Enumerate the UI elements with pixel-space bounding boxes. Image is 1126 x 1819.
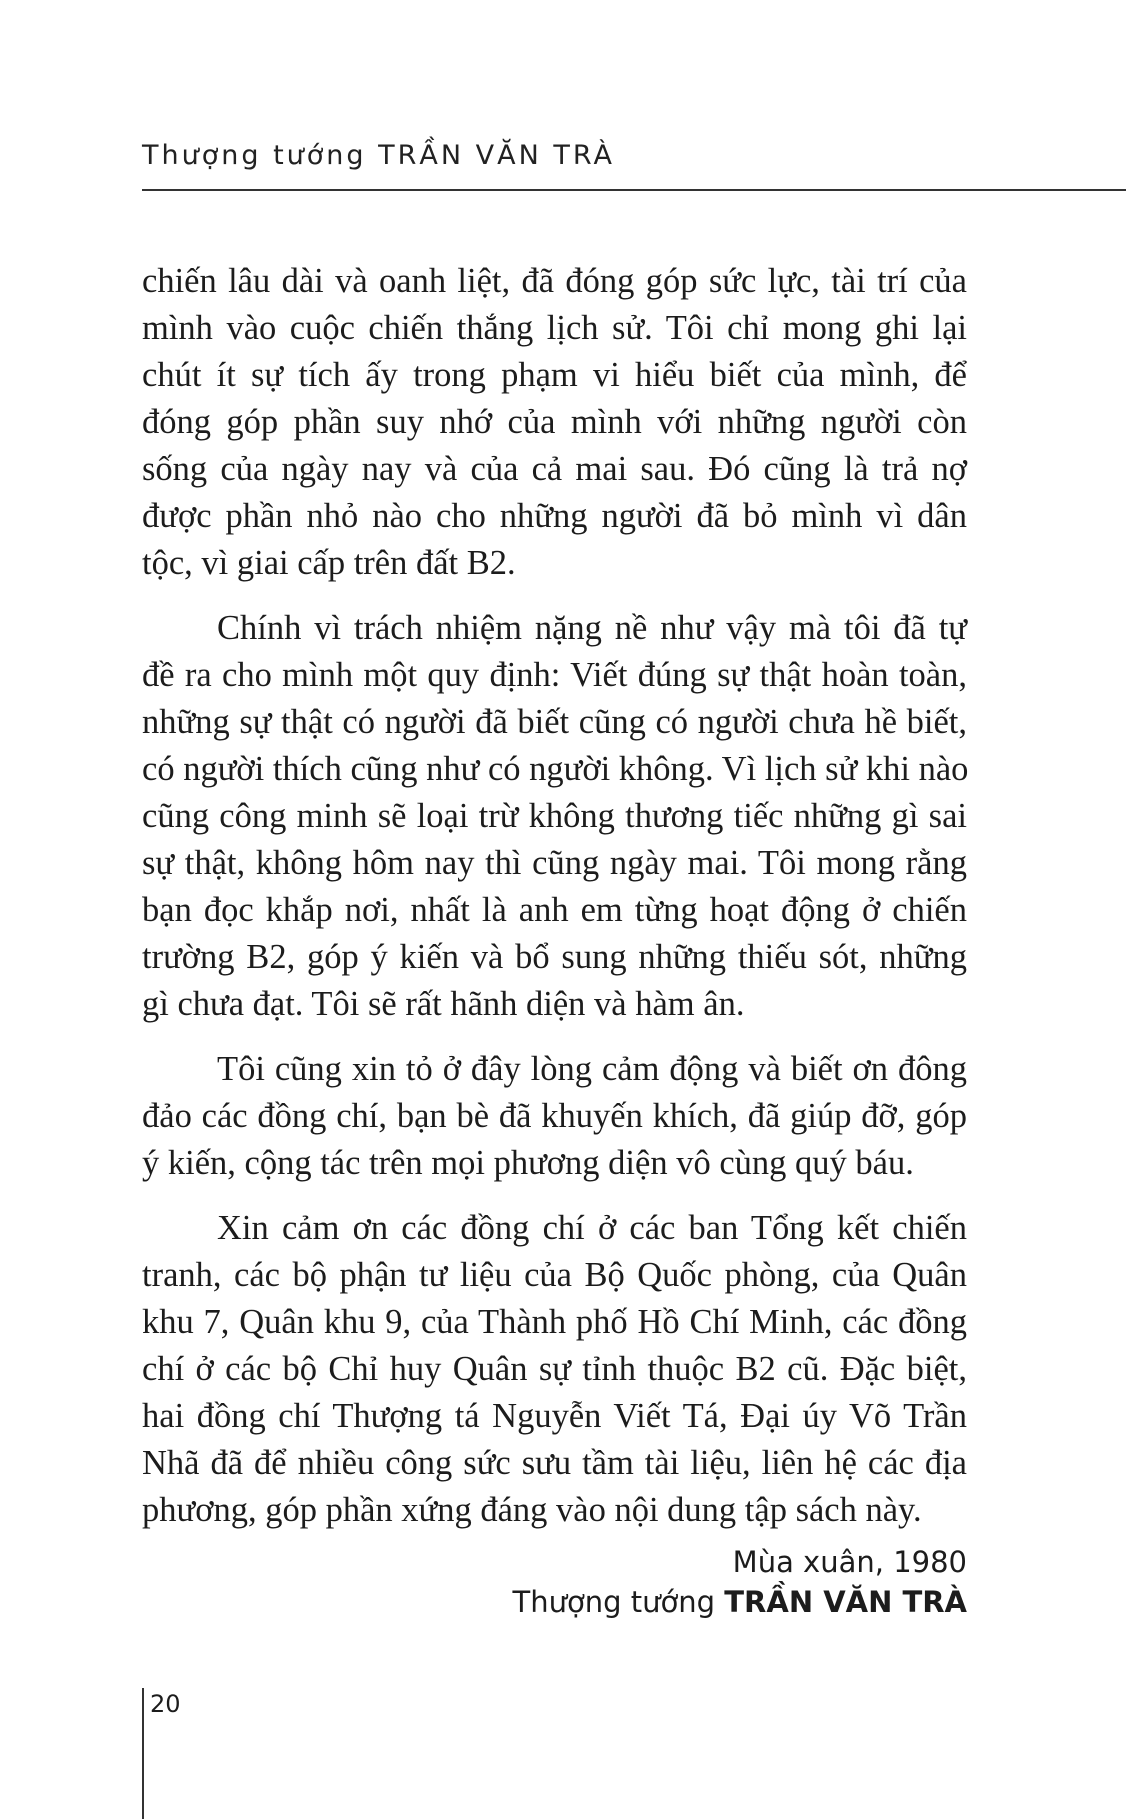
text-line: khu 7, Quân khu 9, của Thành phố Hồ Chí Minh, các đồng — [142, 1303, 967, 1341]
text-line: hai đồng chí Thượng tá Nguyễn Viết Tá, Đại úy Võ Trần — [142, 1397, 967, 1435]
footer-rule — [142, 1688, 144, 1819]
paragraph-gap — [142, 587, 967, 605]
running-header — [142, 140, 615, 171]
text-line: tộc, vì giai cấp trên đất B2. — [142, 544, 516, 582]
text-line: Nhã đã để nhiều công sức sưu tầm tài liệu, liên hệ các địa — [142, 1444, 967, 1482]
header-prefix: Thượng tướng — [142, 140, 367, 171]
text-line: những sự thật có người đã biết cũng có người chưa hề biết, — [142, 703, 967, 741]
page-number: 20 — [150, 1690, 181, 1718]
signature-date: Mùa xuân, 1980 — [732, 1545, 967, 1579]
paragraph-gap — [142, 1187, 967, 1205]
text-line: chút ít sự tích ấy trong phạm vi hiểu biết của mình, để — [142, 356, 967, 394]
text-line: có người thích cũng như có người không. Vì lịch sử khi nào — [142, 750, 969, 788]
text-line: Chính vì trách nhiệm nặng nề như vậy mà tôi đã tự — [217, 609, 967, 647]
text-line: chiến lâu dài và oanh liệt, đã đóng góp sức lực, tài trí của — [142, 262, 967, 300]
text-line: Tôi cũng xin tỏ ở đây lòng cảm động và biết ơn đông — [217, 1050, 967, 1088]
signature-block — [513, 1542, 967, 1622]
text-line: đảo các đồng chí, bạn bè đã khuyến khích, đã giúp đỡ, góp — [142, 1097, 967, 1135]
body-text — [142, 258, 967, 1534]
text-line: ý kiến, cộng tác trên mọi phương diện vô cùng quý báu. — [142, 1144, 914, 1182]
paragraph — [142, 605, 967, 1028]
text-line: bạn đọc khắp nơi, nhất là anh em từng hoạt động ở chiến — [142, 891, 967, 929]
text-line: phương, góp phần xứng đáng vào nội dung tập sách này. — [142, 1491, 922, 1529]
text-line: cũng công minh sẽ loại trừ không thương tiếc những gì sai — [142, 797, 967, 835]
text-line: Xin cảm ơn các đồng chí ở các ban Tổng kết chiến — [217, 1209, 967, 1247]
paragraph-gap — [142, 1028, 967, 1046]
text-line: chí ở các bộ Chỉ huy Quân sự tỉnh thuộc B2 cũ. Đặc biệt, — [142, 1350, 967, 1388]
text-line: gì chưa đạt. Tôi sẽ rất hãnh diện và hàm ân. — [142, 985, 745, 1023]
text-line: trường B2, góp ý kiến và bổ sung những thiếu sót, những — [142, 938, 967, 976]
text-line: sự thật, không hôm nay thì cũng ngày mai. Tôi mong rằng — [142, 844, 967, 882]
paragraph — [142, 1205, 967, 1534]
text-line: đề ra cho mình một quy định: Viết đúng sự thật hoàn toàn, — [142, 656, 967, 694]
text-line: tranh, các bộ phận tư liệu của Bộ Quốc phòng, của Quân — [142, 1256, 967, 1294]
text-line: sống của ngày nay và của cả mai sau. Đó cũng là trả nợ — [142, 450, 967, 488]
text-line: mình vào cuộc chiến thắng lịch sử. Tôi chỉ mong ghi lại — [142, 309, 967, 347]
paragraph — [142, 1046, 967, 1187]
text-line: được phần nhỏ nào cho những người đã bỏ mình vì dân — [142, 497, 967, 535]
text-line: đóng góp phần suy nhớ của mình với những người còn — [142, 403, 967, 441]
signature-title: Thượng tướng — [512, 1585, 716, 1619]
signature-name: TRẦN VĂN TRÀ — [724, 1585, 967, 1619]
header-rule — [142, 189, 1126, 191]
header-author: TRẦN VĂN TRÀ — [378, 140, 615, 171]
paragraph — [142, 258, 967, 587]
signature-line — [513, 1582, 967, 1622]
